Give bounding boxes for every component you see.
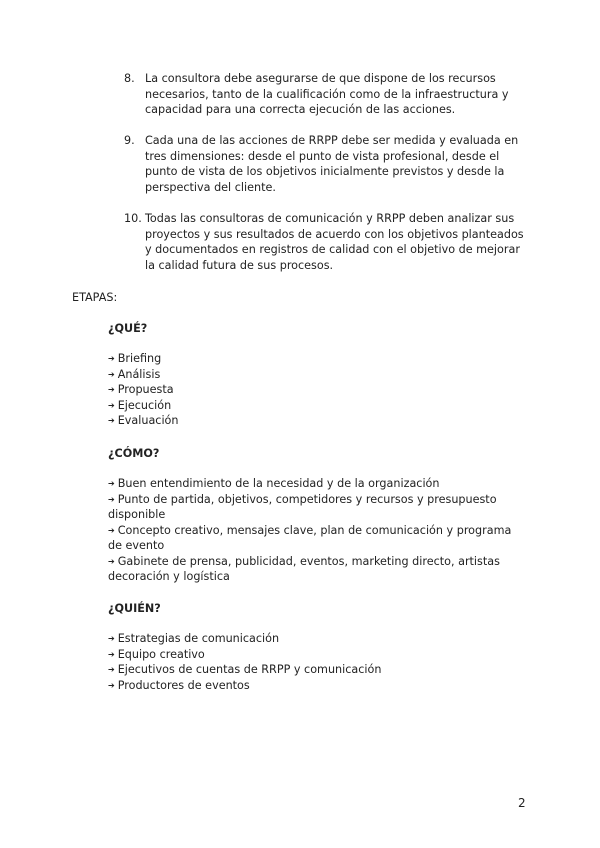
item-number: 9. [124,134,135,147]
arrow-bullet-icon: ➔ [108,385,115,394]
arrow-bullet-icon: ➔ [108,556,115,566]
item-text: Cada una de las acciones de RRPP debe ser medida y evaluada en tres dimensiones: desde el punto de vista profesional, desde el punto de vista de los objetivos inicialmente previstos y desde la perspectiva del cliente. [145,134,519,194]
list-item-text: Estrategias de comunicación [117,632,280,645]
list-item [108,382,526,398]
bullet-list-quien [108,631,526,693]
list-item [108,351,526,367]
numbered-item [124,211,524,273]
list-item [108,631,526,647]
list-item-text: Concepto creativo, mensajes clave, plan de comunicación y programa de evento [108,523,512,552]
arrow-bullet-icon: ➔ [108,479,115,488]
arrow-bullet-icon: ➔ [108,354,115,363]
list-item-text: Análisis [117,367,161,381]
etapas-label: ETAPAS: [72,291,118,304]
list-item [108,367,526,383]
item-text: La consultora debe asegurarse de que dispone de los recursos necesarios, tanto de la cualificación como de la infraestructura y capacidad para una correcta ejecución de las acciones. [145,72,509,116]
numbered-item [124,71,524,118]
page-number: 2 [518,796,526,810]
arrow-bullet-icon: ➔ [108,525,115,535]
section-heading-quien: ¿QUIÉN? [108,602,161,615]
list-item [108,554,526,585]
list-item-text: Ejecución [117,398,172,412]
list-item-text: Equipo creativo [117,647,205,661]
arrow-bullet-icon: ➔ [108,400,115,410]
list-item [108,492,526,523]
list-item-text: Ejecutivos de cuentas de RRPP y comunicación [117,663,382,676]
item-number: 8. [124,72,135,85]
arrow-bullet-icon: ➔ [108,369,115,379]
item-text: Todas las consultoras de comunicación y RRPP deben analizar sus proyectos y sus resultados de acuerdo con los objetivos planteados y documentados en registros de calidad con el objetivo de mejorar la calidad futura de sus procesos. [145,212,524,272]
list-item [108,678,526,694]
list-item [108,523,526,554]
list-item [108,398,526,414]
list-item-text: Productores de eventos [117,678,250,692]
list-item-text: Evaluación [117,414,179,427]
arrow-bullet-icon: ➔ [108,665,115,674]
numbered-item [124,133,524,195]
arrow-bullet-icon: ➔ [108,634,115,643]
list-item [108,413,526,429]
item-number: 10. [124,212,142,225]
bullet-list-que [108,351,526,429]
list-item [108,662,526,678]
bullet-list-como [108,476,526,585]
list-item [108,476,526,492]
arrow-bullet-icon: ➔ [108,494,115,504]
arrow-bullet-icon: ➔ [108,416,115,425]
list-item-text: Punto de partida, objetivos, competidores y recursos y presupuesto disponible [108,492,497,521]
list-item-text: Buen entendimiento de la necesidad y de la organización [117,477,440,490]
arrow-bullet-icon: ➔ [108,649,115,659]
list-item [108,647,526,663]
section-heading-que: ¿QUÉ? [108,322,148,335]
list-item-text: Briefing [117,352,162,365]
arrow-bullet-icon: ➔ [108,680,115,690]
list-item-text: Gabinete de prensa, publicidad, eventos, marketing directo, artistas decoración y logística [108,554,500,583]
section-heading-como: ¿CÓMO? [108,447,160,460]
list-item-text: Propuesta [117,383,174,396]
